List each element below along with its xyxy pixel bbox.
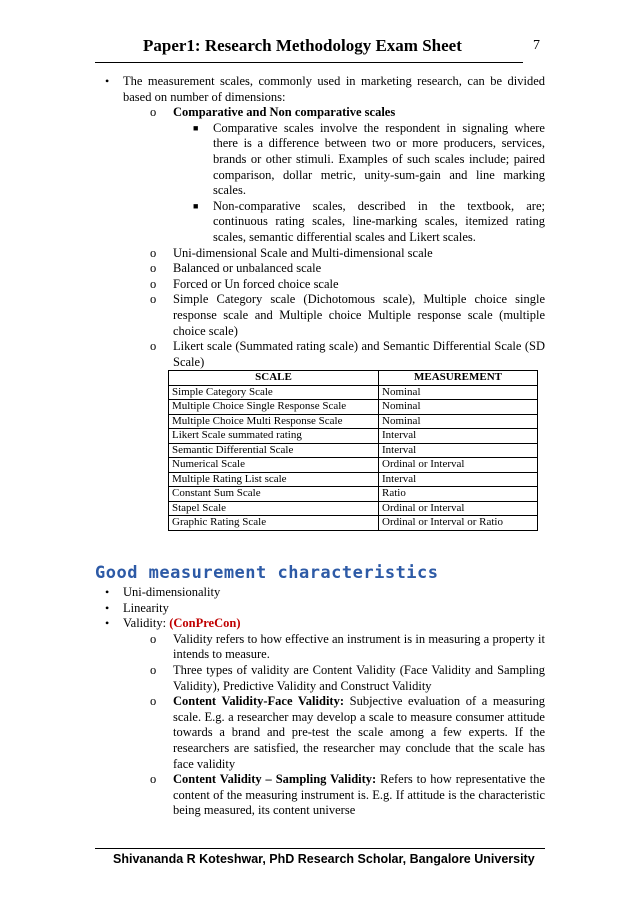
noncomparative-point [95,199,545,246]
page-header [95,36,523,63]
table-row [169,516,538,531]
scale-item-text: Forced or Un forced choice scale [173,276,339,291]
intro-text: The measurement scales, commonly used in marketing research, can be divided based on number of dimensions: [123,74,545,104]
table-header-measurement: MEASUREMENT [379,371,538,386]
page-number: 7 [533,38,540,53]
header-title: Paper1: Research Methodology Exam Sheet [143,36,462,55]
measurement-cell: Ordinal or Interval or Ratio [379,516,538,531]
measurement-cell: Nominal [379,385,538,400]
validity-label: Validity: [123,616,167,631]
scale-measurement-table [168,370,538,531]
comparative-point [95,121,545,199]
table-row [169,458,538,473]
circle-mark: o [150,292,157,307]
measurement-cell: Nominal [379,414,538,429]
table-row [169,385,538,400]
validity-point [95,632,545,663]
scale-item-text: Simple Category scale (Dichotomous scale), Multiple choice single response scale and Multiple choice Multiple response scale (multiple choice scale) [173,292,545,338]
circle-mark: o [150,245,157,260]
circle-mark: o [150,631,157,646]
table-row [169,472,538,487]
scale-item [95,292,545,339]
scale-item [95,246,545,262]
bullet-mark: • [105,616,110,631]
bullet-mark: • [105,74,110,88]
main-content [95,74,545,531]
measurement-cell: Ordinal or Interval [379,458,538,473]
characteristic-bullet [95,585,545,601]
validity-bullet [95,616,545,632]
scale-item [95,261,545,277]
table-row [169,487,538,502]
scale-item [95,339,545,370]
scale-item [95,277,545,293]
comparative-point-text: Comparative scales involve the respondent in signaling where there is a difference between two or more producers, services, brands or other stimuli. Examples of such scales include; paired comparison, dollar metric, unity-sum-gain and line marking scales. [213,120,545,198]
circle-mark: o [150,276,157,291]
scale-cell: Constant Sum Scale [169,487,379,502]
measurement-cell: Interval [379,443,538,458]
circle-mark: o [150,662,157,677]
bullet-mark: • [105,585,110,599]
scale-item-text: Uni-dimensional Scale and Multi-dimensional scale [173,245,433,260]
scale-item-text: Likert scale (Summated rating scale) and Semantic Differential Scale (SD Scale) [173,339,545,369]
section-content [95,585,545,819]
validity-point [95,663,545,694]
scale-cell: Simple Category Scale [169,385,379,400]
validity-point-text: Subjective evaluation of a measuring scale. E.g. a researcher may develop a scale to measure consumer attitude towards a brand and pre-test the scale among a few experts. If the researchers are satisfied, the researcher may conclude that the scale has face validity [173,694,545,771]
scale-cell: Numerical Scale [169,458,379,473]
validity-point [95,772,545,819]
validity-tag: (ConPreCon) [169,616,241,631]
circle-mark: o [150,339,157,354]
scale-cell: Stapel Scale [169,501,379,516]
measurement-cell: Interval [379,429,538,444]
square-mark: ■ [193,122,199,133]
table-body [169,385,538,530]
scale-cell: Likert Scale summated rating [169,429,379,444]
validity-point-text: Refers to how representative the content of the measuring instrument is. E.g. If attitude is the characteristic being measured, its content universe [173,772,545,818]
table-row [169,429,538,444]
validity-point-lead: Content Validity-Face Validity: [173,694,344,709]
characteristic-bullet [95,601,545,617]
scale-cell: Multiple Choice Multi Response Scale [169,414,379,429]
table-row [169,414,538,429]
scale-cell: Semantic Differential Scale [169,443,379,458]
table-row [169,400,538,415]
section-title: Good measurement characteristics [95,563,439,583]
square-mark: ■ [193,200,199,211]
bullet-mark: • [105,600,110,615]
characteristic-text: Linearity [123,600,169,615]
characteristic-text: Uni-dimensionality [123,585,221,599]
footer-text: Shivananda R Koteshwar, PhD Research Scholar, Bangalore University [113,852,535,866]
circle-mark: o [150,105,157,120]
scale-item-text: Balanced or unbalanced scale [173,261,322,276]
measurement-cell: Ordinal or Interval [379,501,538,516]
table-header-scale: SCALE [169,371,379,386]
measurement-cell: Interval [379,472,538,487]
comparative-heading: Comparative and Non comparative scales [173,105,396,120]
table-row [169,443,538,458]
circle-mark: o [150,694,157,709]
footer-rule [95,848,545,849]
measurement-cell: Nominal [379,400,538,415]
scale-cell: Multiple Choice Single Response Scale [169,400,379,415]
validity-point [95,694,545,772]
validity-point-lead: Content Validity – Sampling Validity: [173,772,377,787]
validity-point-text: Three types of validity are Content Validity (Face Validity and Sampling Validity), Predictive Validity and Construct Validity [173,662,545,693]
scale-cell: Graphic Rating Scale [169,516,379,531]
table-header-row [169,371,538,386]
comparative-heading-item [95,105,545,121]
circle-mark: o [150,772,157,787]
table-row [169,501,538,516]
intro-bullet [95,74,545,105]
validity-point-text: Validity refers to how effective an instrument is in measuring a property it intends to measure. [173,631,545,662]
measurement-cell: Ratio [379,487,538,502]
noncomparative-point-text: Non-comparative scales, described in the textbook, are; continuous rating scales, line-marking scales, itemized rating scales, semantic differential scales and Likert scales. [213,198,545,244]
scale-cell: Multiple Rating List scale [169,472,379,487]
validity-points [95,632,545,819]
circle-mark: o [150,261,157,276]
